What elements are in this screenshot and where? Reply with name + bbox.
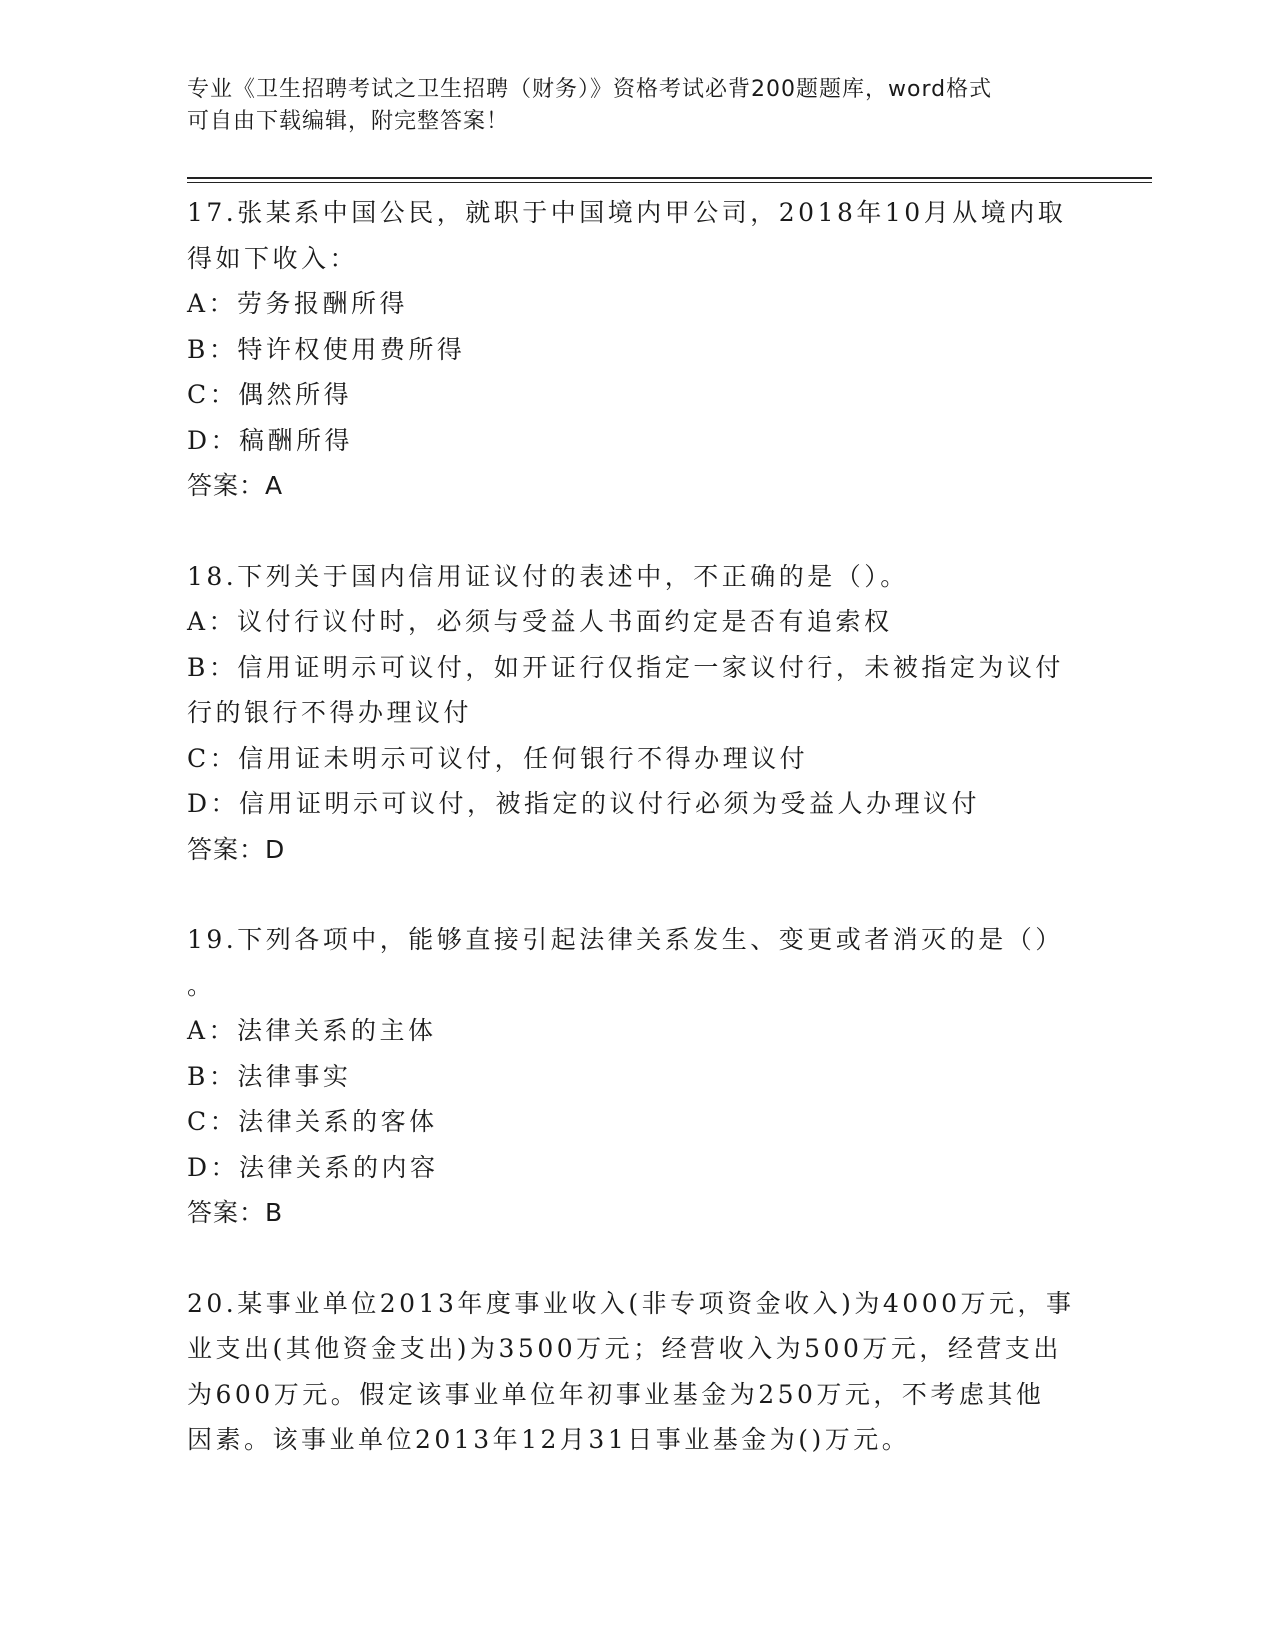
question-spacer (187, 509, 1087, 554)
question-stem-line: 17.张某系中国公民，就职于中国境内甲公司，2018年10月从境内取 (187, 198, 1067, 227)
header-divider-thick (187, 177, 1152, 179)
option-d: D：法律关系的内容 (187, 1152, 439, 1182)
option-b: B：信用证明示可议付，如开证行仅指定一家议付行，未被指定为议付 (187, 652, 1064, 682)
question-stem-line: 为600万元。假定该事业单位年初事业基金为250万元，不考虑其他 (187, 1379, 1045, 1409)
question-stem-line: 19.下列各项中，能够直接引起法律关系发生、变更或者消灭的是（） (187, 925, 1064, 954)
option-d: D：稿酬所得 (187, 425, 354, 455)
question-stem-line: 得如下收入： (187, 243, 359, 273)
question-17 (187, 190, 1087, 509)
option-b: B：特许权使用费所得 (187, 334, 466, 364)
question-stem-line: 因素。该事业单位2013年12月31日事业基金为()万元。 (187, 1425, 911, 1454)
option-c: C：法律关系的客体 (187, 1107, 438, 1136)
question-stem-line: 。 (187, 970, 216, 1000)
option-a: A：议付行议付时，必须与受益人书面约定是否有追索权 (187, 607, 893, 636)
option-d: D：信用证明示可议付，被指定的议付行必须为受益人办理议付 (187, 789, 981, 818)
option-a: A：劳务报酬所得 (187, 289, 409, 318)
header-title-line-1: 专业《卫生招聘考试之卫生招聘（财务）》资格考试必背200题题库，word格式 (187, 77, 993, 102)
question-stem-line: 20.某事业单位2013年度事业收入(非专项资金收入)为4000万元，事 (187, 1288, 1075, 1318)
question-18 (187, 554, 1087, 873)
option-b: B：法律事实 (187, 1061, 352, 1091)
question-spacer (187, 872, 1087, 917)
question-stem-line: 业支出(其他资金支出)为3500万元；经营收入为500万元，经营支出 (187, 1334, 1062, 1363)
option-c: C：信用证未明示可议付，任何银行不得办理议付 (187, 743, 809, 773)
option-b-continued: 行的银行不得办理议付 (187, 698, 473, 727)
option-c: C：偶然所得 (187, 380, 353, 409)
question-list (187, 190, 1087, 1463)
answer-line: 答案：A (187, 471, 284, 500)
answer-line: 答案：D (187, 834, 286, 864)
option-a: A：法律关系的主体 (187, 1016, 437, 1045)
question-19 (187, 917, 1087, 1236)
question-20 (187, 1281, 1087, 1463)
document-header (187, 74, 1067, 138)
question-stem-line: 18.下列关于国内信用证议付的表述中，不正确的是（）。 (187, 561, 909, 591)
header-title-line-2: 可自由下载编辑，附完整答案！ (187, 109, 510, 134)
question-spacer (187, 1236, 1087, 1281)
header-divider-thin (187, 182, 1152, 183)
answer-line: 答案：B (187, 1198, 284, 1227)
